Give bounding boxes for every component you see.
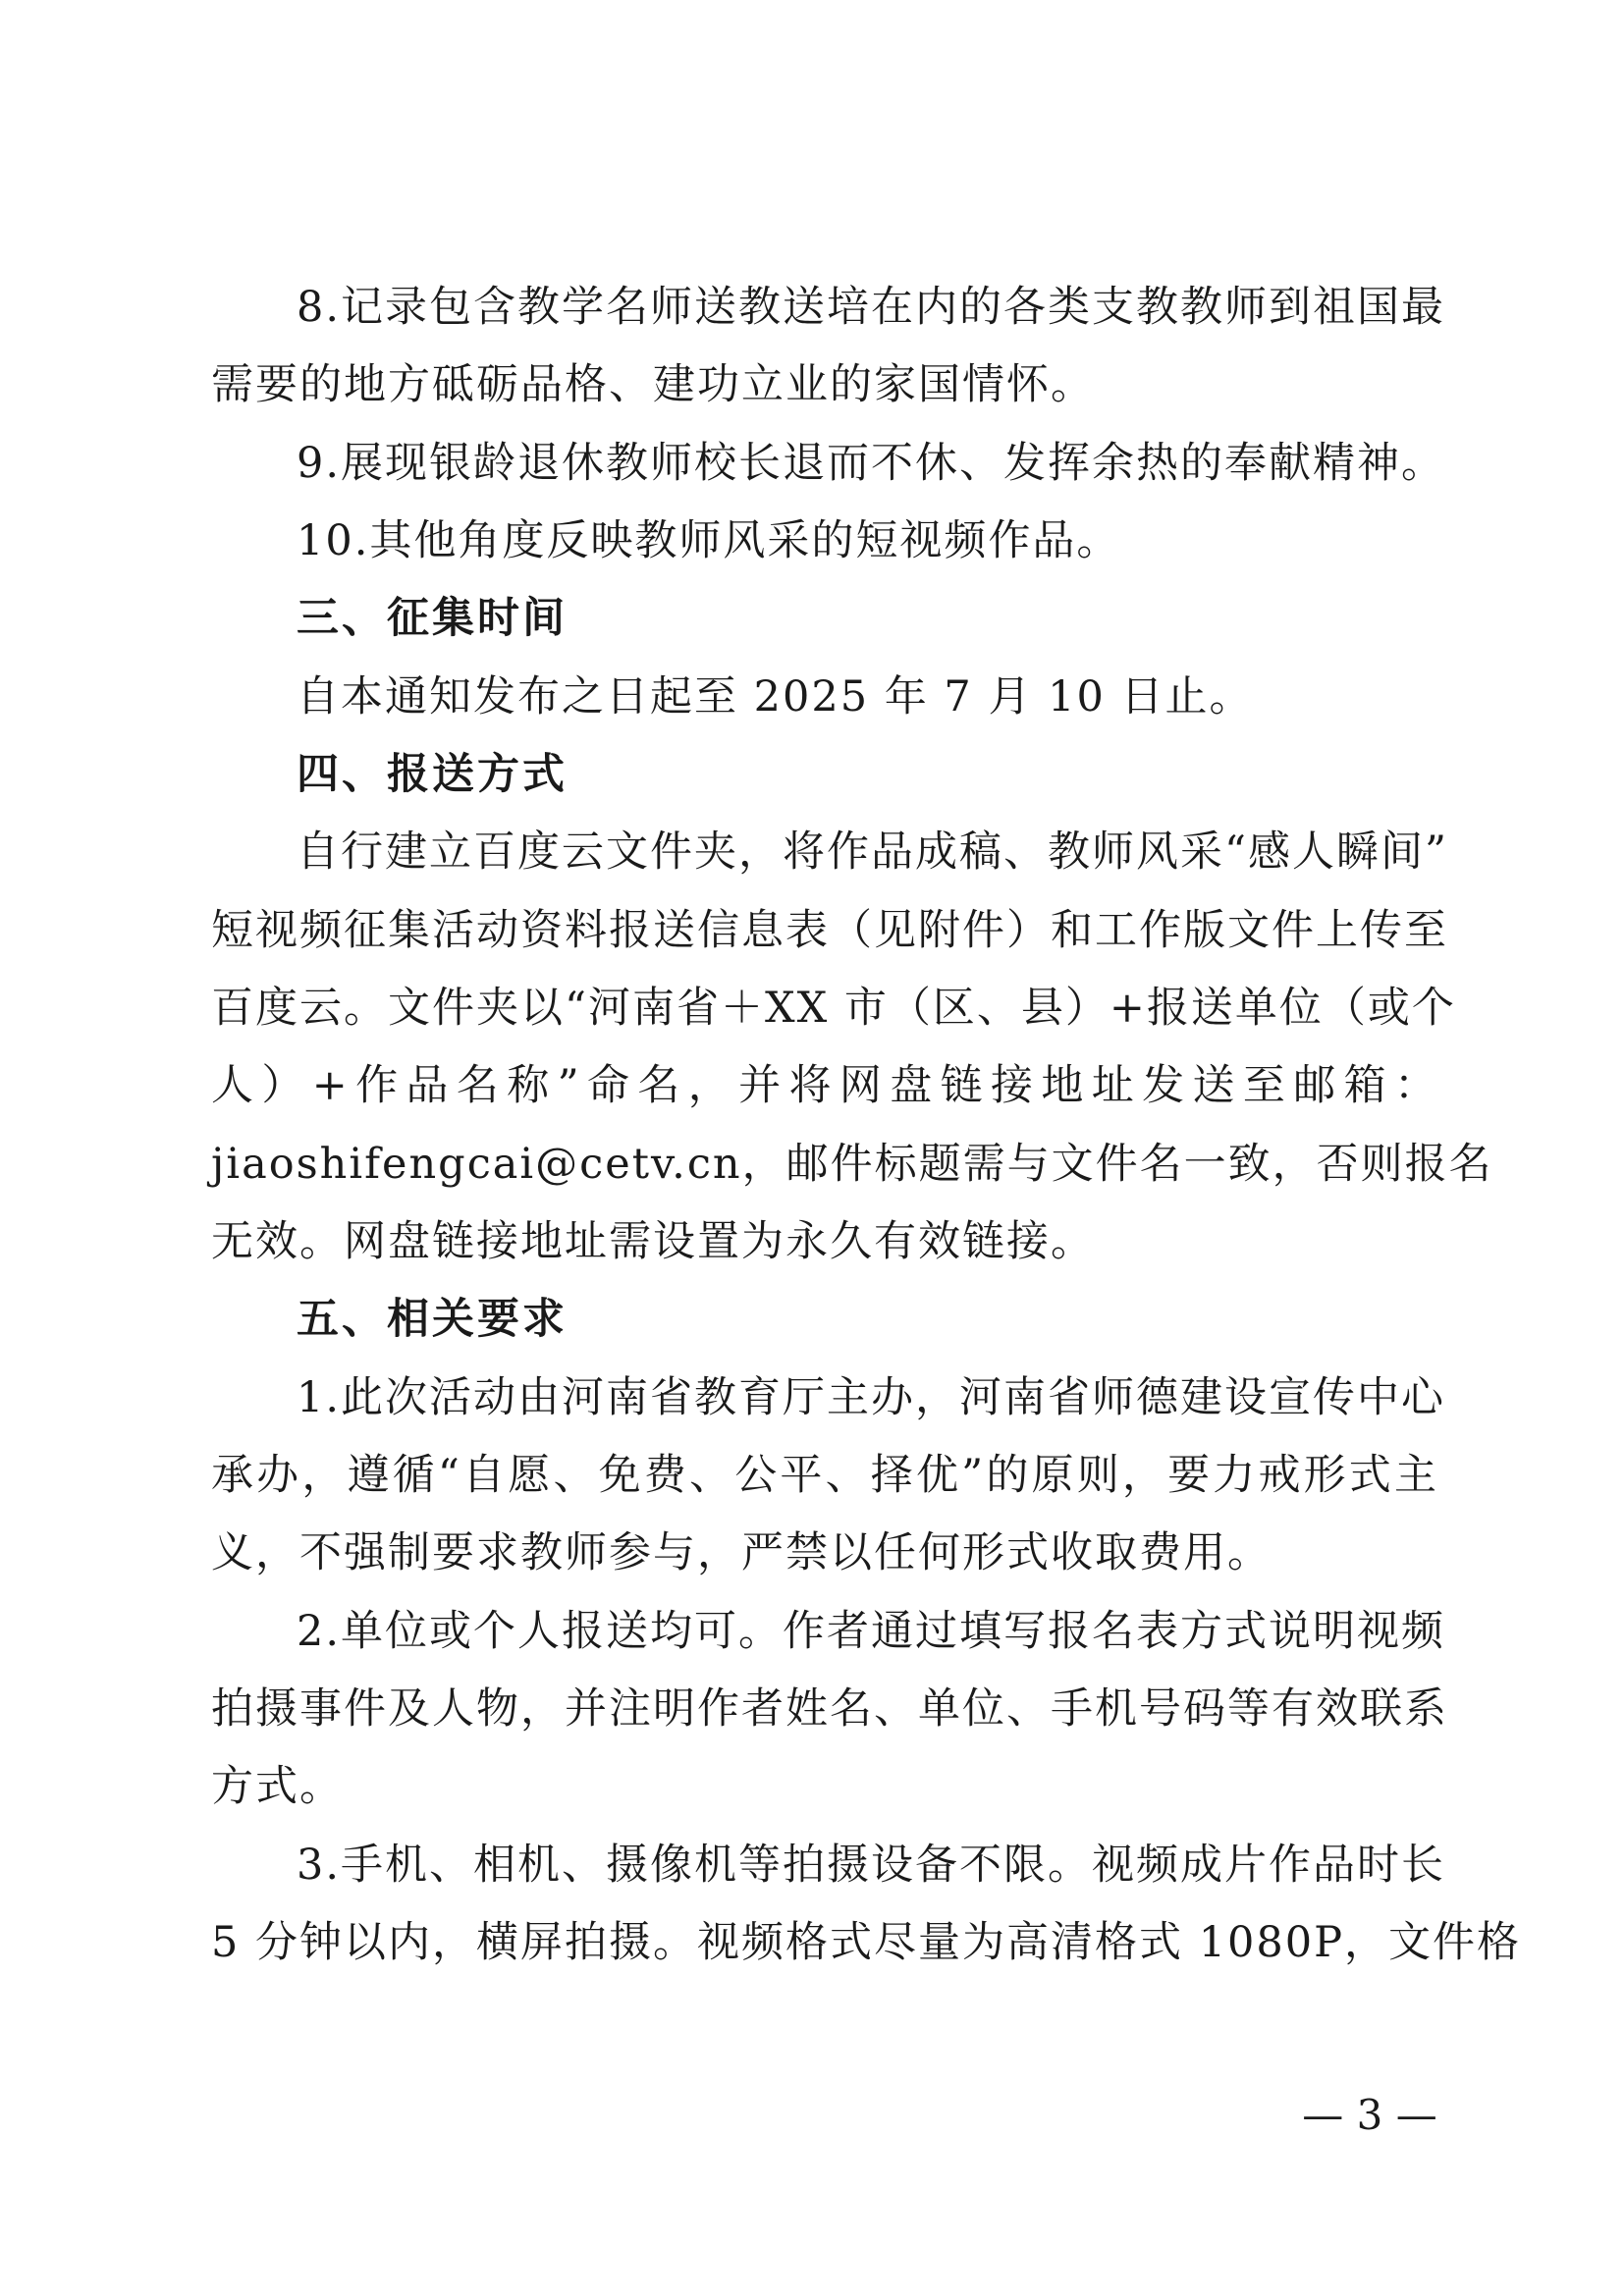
requirement-1-line-1: 1.此次活动由河南省教育厅主办，河南省师德建设宣传中心 [297,1373,1446,1422]
item-8-line-1: 8.记录包含教学名师送教送培在内的各类支教教师到祖国最 [297,283,1446,332]
requirement-2-line-1: 2.单位或个人报送均可。作者通过填写报名表方式说明视频 [297,1607,1446,1656]
submission-line-3: 百度云。文件夹以“河南省＋XX 市（区、县）+报送单位（或个 [211,984,1456,1033]
section-heading-4: 四、报送方式 [297,750,568,799]
submission-line-4: 人）+作品名称”命名，并将网盘链接地址发送至邮箱： [211,1061,1438,1110]
submission-line-5: jiaoshifengcai@cetv.cn，邮件标题需与文件名一致，否则报名 [211,1140,1493,1189]
page-number: — 3 — [1302,2091,1437,2139]
requirement-1-line-2: 承办，遵循“自愿、免费、公平、择优”的原则，要力戒形式主 [211,1451,1438,1500]
requirement-3-line-2: 5 分钟以内，横屏拍摄。视频格式尽量为高清格式 1080P，文件格 [211,1918,1522,1967]
requirement-1-line-3: 义，不强制要求教师参与，严禁以任何形式收取费用。 [211,1528,1272,1577]
section-heading-5: 五、相关要求 [297,1295,568,1344]
section-heading-3: 三、征集时间 [297,594,568,643]
collection-time: 自本通知发布之日起至 2025 年 7 月 10 日止。 [297,672,1254,721]
item-10: 10.其他角度反映教师风采的短视频作品。 [297,516,1121,565]
submission-line-1: 自行建立百度云文件夹，将作品成稿、教师风采“感人瞬间” [297,828,1448,877]
submission-line-6: 无效。网盘链接地址需设置为永久有效链接。 [211,1217,1095,1266]
requirement-2-line-3: 方式。 [211,1762,344,1811]
item-8-line-2: 需要的地方砥砺品格、建功立业的家国情怀。 [211,360,1095,409]
requirement-3-line-1: 3.手机、相机、摄像机等拍摄设备不限。视频成片作品时长 [297,1841,1446,1890]
requirement-2-line-2: 拍摄事件及人物，并注明作者姓名、单位、手机号码等有效联系 [211,1684,1448,1734]
submission-line-2: 短视频征集活动资料报送信息表（见附件）和工作版文件上传至 [211,906,1448,955]
item-9: 9.展现银龄退休教师校长退而不休、发挥余热的奉献精神。 [297,439,1446,488]
